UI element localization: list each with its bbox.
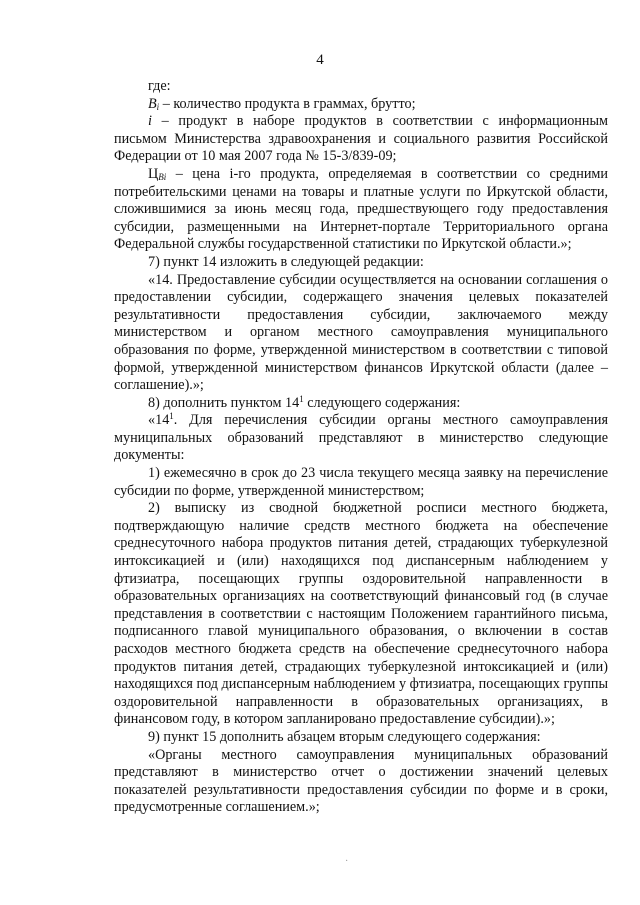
i-definition-text: – продукт в наборе продуктов в соответствии с информационным письмом Министерства здравоохранения и социального развития Российской Федерации от 10 мая 2007 года № 15-3/839-09; bbox=[114, 113, 608, 165]
paragraph-b-definition bbox=[114, 96, 608, 114]
document-body bbox=[114, 78, 608, 817]
c-definition-text: – цена i-го продукта, определяемая в соответствии со средними потребительскими ценами на товары и платные услуги по Иркутской области, сложившимися за июнь месяц года, предшествующего году предоставления субсидии, размещенными на Интернет-портале Территориального органа Федеральной службы государственной статистики по Иркутской области.»; bbox=[114, 165, 608, 253]
variable-c-subscript: Bi bbox=[158, 171, 167, 182]
paragraph-i-definition bbox=[114, 113, 608, 166]
paragraph-item-9: 9) пункт 15 дополнить абзацем вторым следующего содержания: bbox=[148, 728, 541, 745]
scan-dot: · bbox=[345, 856, 349, 867]
paragraph-subitem-1: 1) ежемесячно в срок до 23 числа текущего месяца заявку на перечисление субсидии по форме, утвержденной министерством; bbox=[114, 465, 608, 499]
paragraph-clause-15: «Органы местного самоуправления муниципальных образований представляют в министерство отчет о достижении значений целевых показателей результативности предоставления субсидии по форме и в сроки, предусмотренные соглашением.»; bbox=[114, 746, 608, 816]
where-text: где: bbox=[148, 78, 171, 94]
item-8-text-b: следующего содержания: bbox=[303, 394, 461, 411]
item-8-superscript: 1 bbox=[299, 393, 304, 404]
item-8-text-a: 8) дополнить пунктом 14 bbox=[148, 394, 300, 411]
paragraph-subitem-2: 2) выписку из сводной бюджетной росписи местного бюджета, подтверждающую наличие средств местного бюджета на обеспечение среднесуточного набора продуктов питания детей, страдающих туберкулезной интоксикацией и (или) находящихся под диспансерным наблюдением у фтизиатра, посещающих группы оздоровительной направленности в образовательных организациях на соответствующий финансовый год (в случае представления в соответствии с настоящим Положением гарантийного письма, подписанного главой муниципального образования, о включении в состав расходов местного бюджета средств на обеспечение среднесуточного набора продуктов питания детей, страдающих туберкулезной интоксикацией и (или) находящихся под диспансерным наблюдением у фтизиатра, посещающих группы оздоровительной направленности в образовательных организациях, в финансовом году, в котором запланировано предоставление субсидии).»; bbox=[114, 500, 608, 728]
clause-14-1-text-b: . Для перечисления субсидии органы местного самоуправления муниципальных образований представляют в министерство следующие документы: bbox=[114, 412, 608, 464]
paragraph-item-7: 7) пункт 14 изложить в следующей редакции: bbox=[148, 253, 424, 270]
variable-b-subscript: i bbox=[156, 101, 160, 112]
clause-14-1-text-a: «14 bbox=[148, 412, 170, 429]
variable-b bbox=[148, 96, 159, 112]
paragraph-clause-14-1 bbox=[114, 412, 608, 465]
paragraph-where bbox=[114, 78, 608, 96]
paragraph-item-8 bbox=[114, 395, 608, 413]
page-number: 4 bbox=[316, 52, 324, 68]
paragraph-clause-14: «14. Предоставление субсидии осуществляется на основании соглашения о предоставлении субсидии, содержащего значения целевых показателей результативности предоставления субсидии, заключаемого между министерством и органом местного самоуправления муниципального образования по форме, утвержденной министерством в соответствии с типовой формой, утвержденной министерством финансов Иркутской области (далее – соглашение).»; bbox=[114, 271, 608, 394]
clause-14-1-superscript: 1 bbox=[169, 411, 174, 422]
variable-b-letter: B bbox=[148, 95, 157, 112]
variable-i: i bbox=[148, 113, 152, 130]
variable-c-letter: Ц bbox=[148, 165, 159, 182]
paragraph-c-definition bbox=[114, 166, 608, 254]
b-definition-text: – количество продукта в граммах, брутто; bbox=[159, 95, 416, 112]
